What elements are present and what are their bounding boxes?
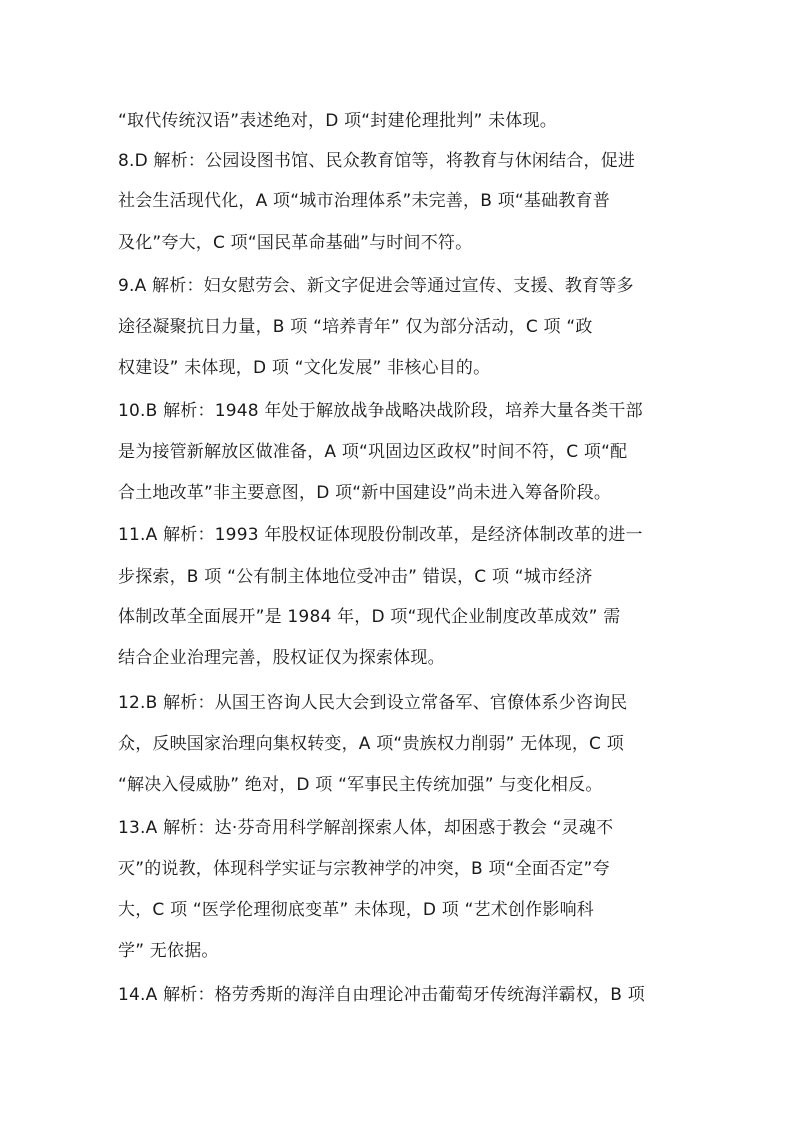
text-line: 是为接管新解放区做准备，A 项“巩固边区政权”时间不符，C 项“配 xyxy=(118,442,628,462)
text-line: 合土地改革”非主要意图，D 项“新中国建设”尚未进入筹备阶段。 xyxy=(118,483,612,503)
text-line: 灭”的说教，体现科学实证与宗教神学的冲突，B 项“全面否定”夸 xyxy=(118,859,610,879)
text-line: 9.A 解析：妇女慰劳会、新文字促进会等通过宣传、支援、教育等多 xyxy=(118,276,634,296)
text-line: 8.D 解析：公园设图书馆、民众教育馆等，将教育与休闲结合，促进 xyxy=(118,151,636,171)
text-line: “解决入侵威胁” 绝对，D 项 “军事民主传统加强” 与变化相反。 xyxy=(118,775,603,795)
text-line: 大，C 项 “医学伦理彻底变革” 未体现，D 项 “艺术创作影响科 xyxy=(118,900,594,920)
text-line: 学” 无依据。 xyxy=(118,941,219,961)
text-line: 步探索，B 项 “公有制主体地位受冲击” 错误，C 项 “城市经济 xyxy=(118,567,593,587)
text-line: 12.B 解析：从国王咨询人民大会到设立常备军、官僚体系少咨询民 xyxy=(118,693,628,713)
text-line: 及化”夸大，C 项“国民革命基础”与时间不符。 xyxy=(118,233,473,253)
text-line: “取代传统汉语”表述绝对，D 项“封建伦理批判” 未体现。 xyxy=(118,111,557,131)
text-line: 13.A 解析：达·芬奇用科学解剖探索人体，却困惑于教会 “灵魂不 xyxy=(118,818,614,838)
text-line: 14.A 解析：格劳秀斯的海洋自由理论冲击葡萄牙传统海洋霸权，B 项 xyxy=(118,985,645,1005)
text-line: 社会生活现代化，A 项“城市治理体系”未完善，B 项“基础教育普 xyxy=(118,191,610,211)
text-line: 体制改革全面展开”是 1984 年，D 项“现代企业制度改革成效” 需 xyxy=(118,607,621,627)
text-line: 途径凝聚抗日力量，B 项 “培养青年” 仅为部分活动，C 项 “政 xyxy=(118,317,593,337)
text-line: 众，反映国家治理向集权转变，A 项“贵族权力削弱” 无体现，C 项 xyxy=(118,734,624,754)
text-line: 11.A 解析：1993 年股权证体现股份制改革，是经济体制改革的进一 xyxy=(118,525,643,545)
text-line: 结合企业治理完善，股权证仅为探索体现。 xyxy=(118,648,445,668)
text-line: 10.B 解析：1948 年处于解放战争战略决战阶段，培养大量各类干部 xyxy=(118,401,643,421)
text-line: 权建设” 未体现，D 项 “文化发展” 非核心目的。 xyxy=(118,358,491,378)
